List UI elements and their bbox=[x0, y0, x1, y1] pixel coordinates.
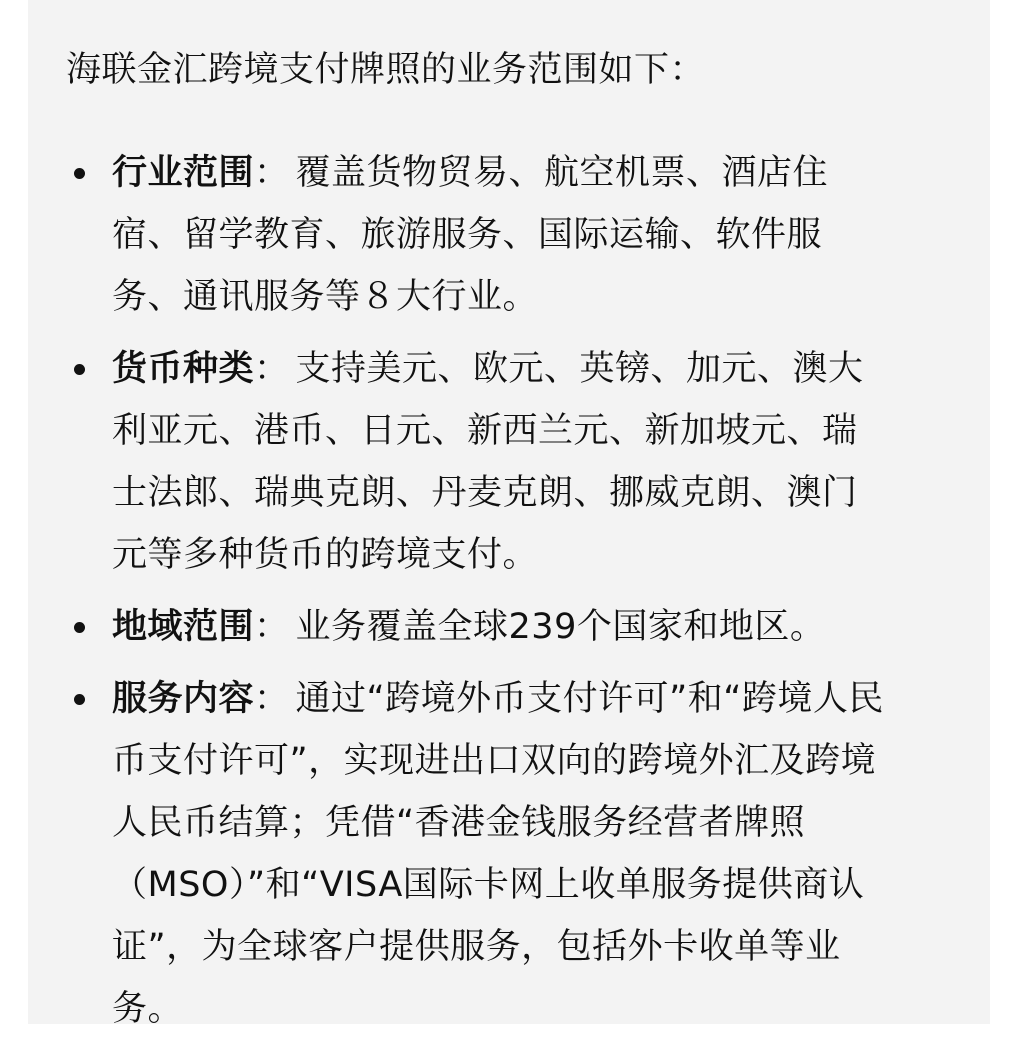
item-colon: ： bbox=[254, 607, 290, 647]
item-colon: ： bbox=[254, 679, 290, 719]
bullet-dot-icon bbox=[74, 694, 85, 705]
item-text: 通过“跨境外币支付许可”和“跨境人民币支付许可”，实现进出口双向的跨境外汇及跨境人民币结算；凭借“香港金钱服务经营者牌照（MSO）”和“VISA国际卡网上收单服务提供商认证”，为全球客户提供服务，包括外卡收单等业务。 bbox=[112, 679, 884, 1029]
item-text: 业务覆盖全球239个国家和地区。 bbox=[295, 607, 826, 647]
bullet-dot-icon bbox=[74, 168, 85, 179]
item-label: 地域范围 bbox=[112, 607, 255, 647]
bullet-dot-icon bbox=[74, 622, 85, 633]
item-text: 支持美元、欧元、英镑、加元、澳大利亚元、港币、日元、新西兰元、新加坡元、瑞士法郎、瑞典克朗、丹麦克朗、挪威克朗、澳门元等多种货币的跨境支付。 bbox=[112, 349, 864, 575]
intro-text: 海联金汇跨境支付牌照的业务范围如下： bbox=[66, 50, 706, 90]
list-item-currency-types bbox=[66, 338, 892, 586]
item-colon: ： bbox=[254, 153, 290, 193]
item-colon: ： bbox=[254, 349, 290, 389]
list-item-industry-scope bbox=[66, 142, 892, 328]
item-label: 服务内容 bbox=[112, 679, 255, 719]
list-item-region-scope bbox=[66, 596, 892, 658]
item-text: 覆盖货物贸易、航空机票、酒店住宿、留学教育、旅游服务、国际运输、软件服务、通讯服务等８大行业。 bbox=[112, 153, 829, 317]
list-item-service-content bbox=[66, 668, 892, 1040]
response-panel bbox=[28, 0, 990, 1029]
bullet-list bbox=[66, 142, 944, 1040]
item-label: 行业范围 bbox=[112, 153, 255, 193]
bullet-dot-icon bbox=[74, 364, 85, 375]
item-label: 货币种类 bbox=[112, 349, 255, 389]
